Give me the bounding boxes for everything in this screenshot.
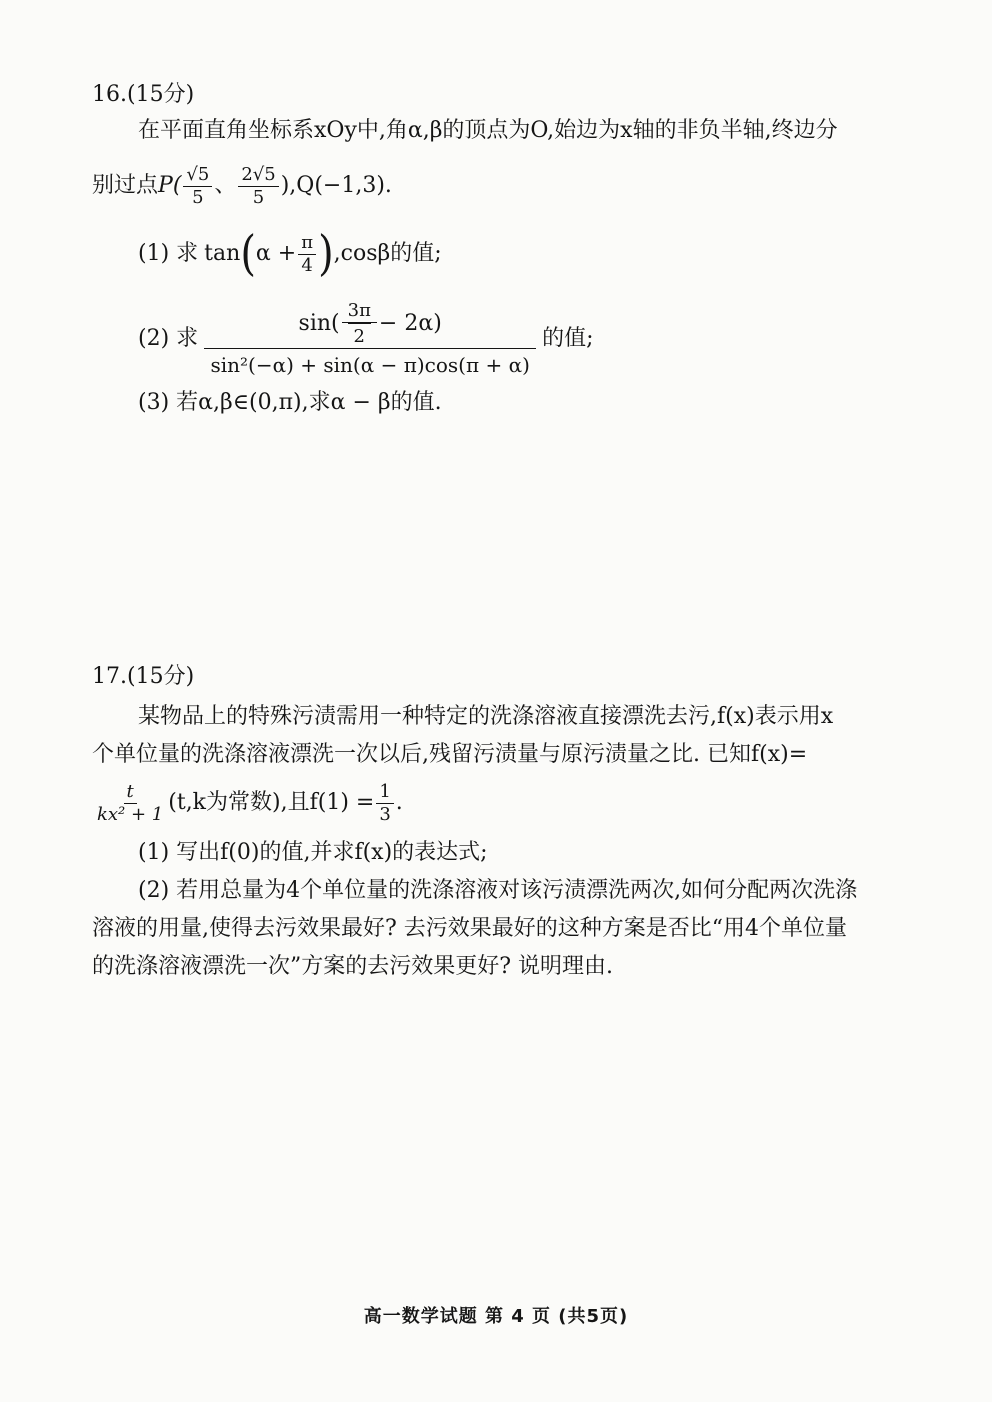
- q16-intro-line2: [92, 160, 392, 212]
- alpha-plus: α +: [255, 241, 297, 266]
- p-y-fraction: [238, 164, 278, 209]
- part2-fraction: [202, 300, 538, 379]
- q17-line2: [92, 740, 807, 770]
- p-separator: 、: [214, 173, 237, 198]
- sin-func: sin(: [298, 310, 340, 336]
- three-denominator: 3: [379, 803, 391, 825]
- q17-line3-middle: (t,k为常数),且f(1) =: [168, 790, 375, 815]
- q17-line3: [92, 776, 403, 830]
- f-definition-fraction: [94, 781, 166, 826]
- tan-func: tan: [204, 241, 241, 266]
- left-paren: (: [240, 226, 256, 282]
- one-third-fraction: [376, 781, 393, 826]
- q16-intro-text-1: 在平面直角坐标系xOy中,角α,β的顶点为O,始边为x轴的非负半轴,终边分: [138, 118, 838, 143]
- three-pi: 3π: [342, 300, 377, 323]
- two-denominator: 2: [348, 323, 371, 348]
- q17-part1: [138, 838, 488, 868]
- q17-line1-text: 某物品上的特殊污渍需用一种特定的洗涤溶液直接漂洗去污,f(x)表示用x: [138, 704, 834, 729]
- q17-part2-text-2: 溶液的用量,使得去污效果最好? 去污效果最好的这种方案是否比“用4个单位量: [92, 916, 848, 941]
- q17-header-text: 17.(15分): [92, 664, 195, 689]
- q17-part1-text: (1) 写出f(0)的值,并求f(x)的表达式;: [138, 840, 488, 865]
- part2-denominator: sin²(−α) + sin(α − π)cos(π + α): [204, 348, 535, 379]
- pi-over-four: [298, 232, 316, 277]
- part2-numerator: [293, 300, 448, 348]
- right-paren: ): [318, 226, 334, 282]
- q16-part2-prefix: (2) 求: [138, 326, 199, 351]
- q16-header: [92, 80, 194, 110]
- p-y-denominator: 5: [252, 186, 265, 208]
- point-p-label: P(: [158, 173, 182, 198]
- point-q: ),Q(−1,3).: [280, 173, 392, 198]
- q16-part1-prefix: (1) 求: [138, 241, 199, 266]
- q17-part2-text-1: (2) 若用总量为4个单位量的洗涤溶液对该污渍漂洗两次,如何分配两次洗涤: [138, 878, 858, 903]
- p-x-fraction: [183, 164, 212, 209]
- f-numerator: t: [124, 781, 137, 804]
- p-y-numerator: 2√5: [238, 164, 278, 187]
- q16-part3: [138, 388, 442, 418]
- q16-part1-suffix: ,cosβ的值;: [333, 241, 442, 266]
- one-numerator: 1: [376, 781, 393, 804]
- three-pi-over-two: [342, 300, 377, 348]
- page-footer: 高一数学试题 第 4 页 (共5页): [363, 1306, 629, 1327]
- pi-numerator: π: [298, 232, 316, 255]
- q17-line3-end: .: [395, 790, 403, 815]
- q16-part1: [138, 228, 442, 280]
- q17-line1: [138, 702, 833, 732]
- q16-intro-line1: [138, 116, 838, 146]
- q17-part2-line2: [92, 914, 847, 944]
- q17-header: [92, 662, 194, 692]
- q16-part3-text: (3) 若α,β∈(0,π),求α − β的值.: [138, 390, 442, 415]
- q17-part2-line3: [92, 952, 613, 982]
- q16-header-text: 16.(15分): [92, 82, 195, 107]
- p-x-numerator: √5: [183, 164, 212, 187]
- q17-line2-text: 个单位量的洗涤溶液漂洗一次以后,残留污渍量与原污渍量之比. 已知f(x)=: [92, 742, 808, 767]
- p-x-denominator: 5: [192, 186, 204, 208]
- q16-part2: [138, 299, 594, 377]
- q17-part2-line1: [138, 876, 857, 906]
- q16-part2-suffix: 的值;: [542, 326, 594, 351]
- f-denominator: kx² + 1: [97, 803, 164, 825]
- minus-two-alpha: − 2α): [378, 310, 442, 336]
- q17-part2-text-3: 的洗涤溶液漂洗一次”方案的去污效果更好? 说明理由.: [92, 954, 614, 979]
- q16-intro-prefix: 别过点: [92, 173, 159, 198]
- four-denominator: 4: [301, 254, 313, 276]
